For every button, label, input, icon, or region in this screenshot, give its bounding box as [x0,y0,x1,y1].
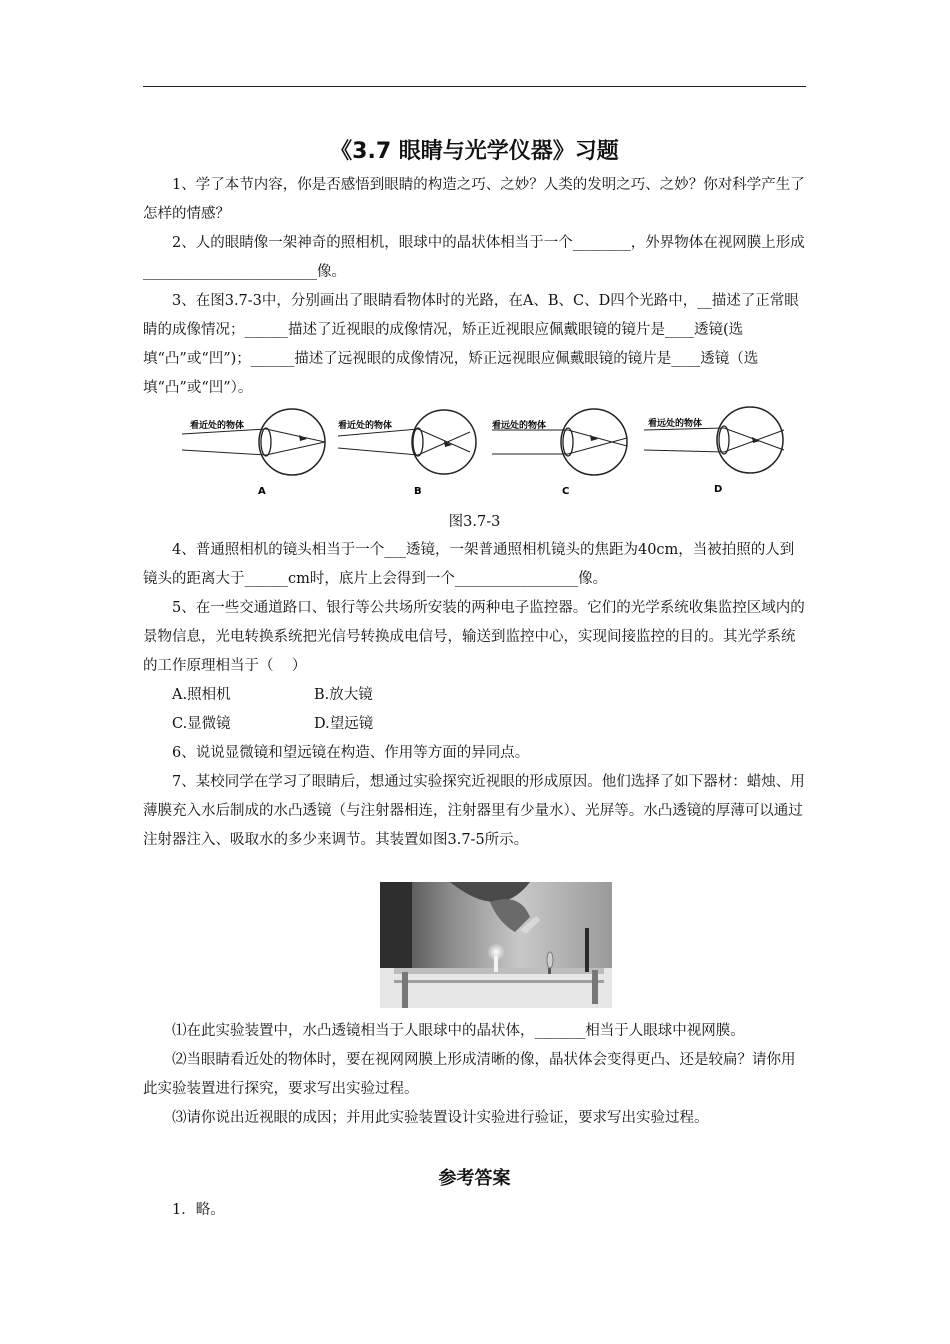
diagram-a [182,409,325,497]
diagram-b-caption: 看近处的物体 [338,421,393,431]
question-7-3: ⑶请你说出近视眼的成因；并用此实验装置设计实验进行验证，要求写出实验过程。 [172,1110,709,1126]
diagram-c-label: C [562,486,570,497]
question-6: 6、说说显微镜和望远镜在构造、作用等方面的异同点。 [172,745,530,761]
question-7-2: ⑵当眼睛看近处的物体时，要在视网网膜上形成清晰的像，晶状体会变得更凸、还是较扁？请你用此实验装置进行探究，要求写出实验过程。 [143,1052,796,1097]
questions-part-3 [143,1017,806,1133]
question-5-options-row-1 [143,681,806,710]
question-5-options-row-2 [143,710,806,739]
diagram-b [338,410,476,497]
question-7: 7、某校同学在学习了眼睛后，想通过实验探究近视眼的形成原因。他们选择了如下器材：蜡烛、用薄膜充入水后制成的水凸透镜（与注射器相连，注射器里有少量水）、光屏等。水凸透镜的厚薄可以通过注射器注入、吸取水的多少来调节。其装置如图3.7-5所示。 [143,774,805,848]
option-c: C.显微镜 [172,716,231,732]
diagram-b-label: B [414,486,422,497]
diagram-a-caption: 看近处的物体 [190,421,245,431]
question-3: 3、在图3.7-3中，分别画出了眼睛看物体时的光路，在A、B、C、D四个光路中，__描述了正常眼睛的成像情况；______描述了近视眼的成像情况，矫正近视眼应佩戴眼镜的镜片是____透镜(选填“凸”或“凹”)；______描述了远视眼的成像情况，矫正远视眼应佩戴眼镜的镜片是____透镜（选填“凸”或“凹”）。 [143,293,799,396]
question-1: 1、学了本节内容，你是否感悟到眼睛的构造之巧、之妙？人类的发明之巧、之妙？你对科学产生了怎样的情感？ [143,177,805,222]
experiment-photo [380,882,612,1008]
answers-title: 参考答案 [438,1168,511,1189]
diagram-d [644,407,784,495]
questions-part-1 [143,171,806,403]
answers-section [143,1196,806,1225]
question-4: 4、普通照相机的镜头相当于一个___透镜，一架普通照相机镜头的焦距为40cm，当被拍照的人到镜头的距离大于______cm时，底片上会得到一个_________________像。 [143,542,795,587]
diagram-d-caption: 看远处的物体 [648,419,703,429]
question-5: 5、在一些交通道路口、银行等公共场所安装的两种电子监控器。它们的光学系统收集监控区域内的景物信息，光电转换系统把光信号转换成电信号，输送到监控中心，实现间接监控的目的。其光学系统的工作原理相当于（ ） [143,600,805,674]
eye-light-path-figure [182,406,792,502]
option-a: A.照相机 [172,687,231,703]
page-title: 《3.7 眼睛与光学仪器》习题 [330,139,619,164]
diagram-c [492,409,627,497]
header-rule [143,86,806,87]
diagram-a-label: A [258,486,266,497]
question-7-1: ⑴在此实验装置中，水凸透镜相当于人眼球中的晶状体，_______相当于人眼球中视网膜。 [172,1023,745,1039]
questions-part-2 [143,536,806,855]
diagram-d-label: D [714,484,723,495]
question-2: 2、人的眼睛像一架神奇的照相机，眼球中的晶状体相当于一个________，外界物体在视网膜上形成________________________像。 [143,235,805,280]
option-d: D.望远镜 [314,716,374,732]
answer-1: 1．略。 [172,1202,225,1218]
figure-caption: 图3.7-3 [448,514,501,530]
option-b: B.放大镜 [314,687,373,703]
diagram-c-caption: 看远处的物体 [492,421,547,431]
